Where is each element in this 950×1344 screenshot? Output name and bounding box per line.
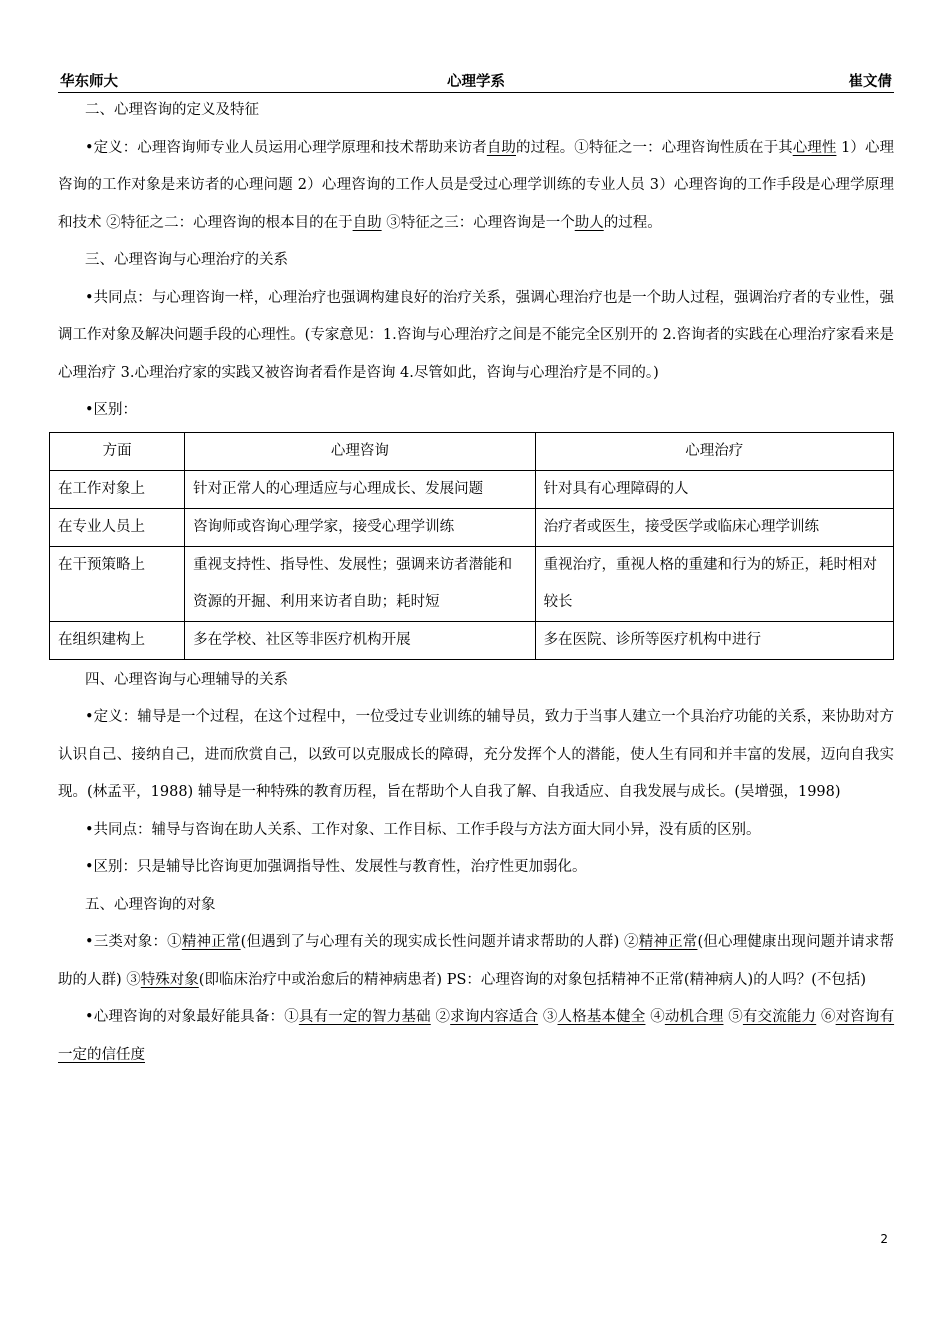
header-author: 崔文倩 xyxy=(848,74,892,90)
table-row xyxy=(50,470,894,508)
table-header-cell: 心理治疗 xyxy=(535,432,893,470)
text: ④ xyxy=(645,1009,665,1025)
section-5-requirements xyxy=(58,999,894,1074)
page-header xyxy=(58,68,894,93)
section-2-heading: 二、心理咨询的定义及特征 xyxy=(85,102,259,118)
text: (即临床治疗中或治愈后的精神病患者) PS：心理咨询的对象包括精神不正常(精神病人)的人吗？(不包括) xyxy=(198,971,867,988)
comparison-table xyxy=(49,432,894,660)
text: •心理咨询的对象最好能具备：① xyxy=(85,1009,299,1025)
header-department: 心理学系 xyxy=(447,74,505,90)
keyword: 有交流能力 xyxy=(742,1009,817,1025)
table-cell: 多在医院、诊所等医疗机构中进行 xyxy=(535,621,893,659)
page-number: 2 xyxy=(880,1232,888,1246)
text: 的过程。 xyxy=(603,214,662,231)
table-cell: 多在学校、社区等非医疗机构开展 xyxy=(185,621,535,659)
text: ③ xyxy=(538,1009,558,1025)
keyword: 动机合理 xyxy=(664,1009,724,1025)
section-4-definition: •定义：辅导是一个过程，在这个过程中，一位受过专业训练的辅导员，致力于当事人建立一个具治疗功能的关系，来协助对方认识自己、接纳自己，进而欣赏自己，以致可以克服成长的障碍，充分发挥个人的潜能，使人生有同和并丰富的发展，迈向自我实现。(林孟平，1988) 辅导是一种特殊的教育历程，旨在帮助个人自我了解、自我适应、自我发展与成长。(吴增强，1998) xyxy=(58,709,894,800)
text: (但遇到了与心理有关的现实成长性问题并请求帮助的人群) ② xyxy=(240,934,639,950)
section-3-diff-label: •区别： xyxy=(85,402,138,418)
section-3-heading: 三、心理咨询与心理治疗的关系 xyxy=(85,252,288,268)
table-cell: 在工作对象上 xyxy=(50,470,185,508)
keyword: 精神正常 xyxy=(638,934,698,950)
text: ② xyxy=(430,1009,451,1025)
section-5-heading: 五、心理咨询的对象 xyxy=(85,896,216,913)
header-university: 华东师大 xyxy=(60,74,118,90)
section-4-heading: 四、心理咨询与心理辅导的关系 xyxy=(85,671,288,688)
section-2-definition xyxy=(58,130,894,243)
keyword: 心理性 xyxy=(792,139,837,156)
table-cell: 咨询师或咨询心理学家，接受心理学训练 xyxy=(185,508,535,546)
text: ⑥ xyxy=(816,1009,836,1025)
keyword: 特殊对象 xyxy=(140,971,199,988)
section-5-types xyxy=(58,924,894,999)
table-cell: 治疗者或医生，接受医学或临床心理学训练 xyxy=(535,508,893,546)
table-header-cell: 方面 xyxy=(50,432,185,470)
keyword: 自助 xyxy=(486,139,516,156)
keyword: 具有一定的智力基础 xyxy=(298,1009,431,1025)
keyword: 求询内容适合 xyxy=(450,1009,539,1025)
section-4-common: •共同点：辅导与咨询在助人关系、工作对象、工作目标、工作手段与方法方面大同小异，没有质的区别。 xyxy=(85,821,761,838)
text: •三类对象：① xyxy=(85,934,182,950)
table-header-row xyxy=(50,432,894,470)
table-row xyxy=(50,621,894,659)
table-cell: 在组织建构上 xyxy=(50,621,185,659)
table-cell: 针对具有心理障碍的人 xyxy=(535,470,893,508)
text: •定义：心理咨询师专业人员运用心理学原理和技术帮助来访者 xyxy=(85,139,487,156)
keyword: 对咨询有一定的信任度 xyxy=(58,1009,895,1063)
table-cell: 在干预策略上 xyxy=(50,546,185,621)
keyword: 精神正常 xyxy=(181,934,241,950)
text: ⑤ xyxy=(723,1009,743,1025)
table-cell: 针对正常人的心理适应与心理成长、发展问题 xyxy=(185,470,535,508)
keyword: 助人 xyxy=(574,214,604,231)
section-3-common: •共同点：与心理咨询一样，心理治疗也强调构建良好的治疗关系，强调心理治疗也是一个助人过程，强调治疗者的专业性，强调工作对象及解决问题手段的心理性。(专家意见：1.咨询与心理治疗之间是不能完全区别开的 2.咨询者的实践在心理治疗家看来是心理治疗 3.心理治疗家的实践又被咨询者看作是咨询 4.尽管如此，咨询与心理治疗是不同的。) xyxy=(58,289,894,381)
document-body xyxy=(58,92,894,1074)
text: 1）心理咨询的工作对象是来访者的心理问题 2）心理咨询的工作人员是受过心理学训练的专业人员 3）心理咨询的工作手段是心理学原理和技术 ②特征之二：心理咨询的根本目的在于 xyxy=(58,139,895,231)
table-cell: 重视治疗，重视人格的重建和行为的矫正，耗时相对较长 xyxy=(535,546,893,621)
text: 的过程。①特征之一：心理咨询性质在于其 xyxy=(516,139,793,156)
text: ③特征之三：心理咨询是一个 xyxy=(381,214,575,231)
text: (但心理健康出现问题并请求帮助的人群) ③ xyxy=(58,934,895,988)
table-cell: 重视支持性、指导性、发展性；强调来访者潜能和资源的开掘、利用来访者自助；耗时短 xyxy=(185,546,535,621)
table-header-cell: 心理咨询 xyxy=(185,432,535,470)
table-cell: 在专业人员上 xyxy=(50,508,185,546)
keyword: 人格基本健全 xyxy=(557,1009,646,1025)
table-row xyxy=(50,508,894,546)
keyword: 自助 xyxy=(352,214,382,231)
section-4-difference: •区别：只是辅导比咨询更加强调指导性、发展性与教育性，治疗性更加弱化。 xyxy=(85,859,587,875)
table-row xyxy=(50,546,894,621)
